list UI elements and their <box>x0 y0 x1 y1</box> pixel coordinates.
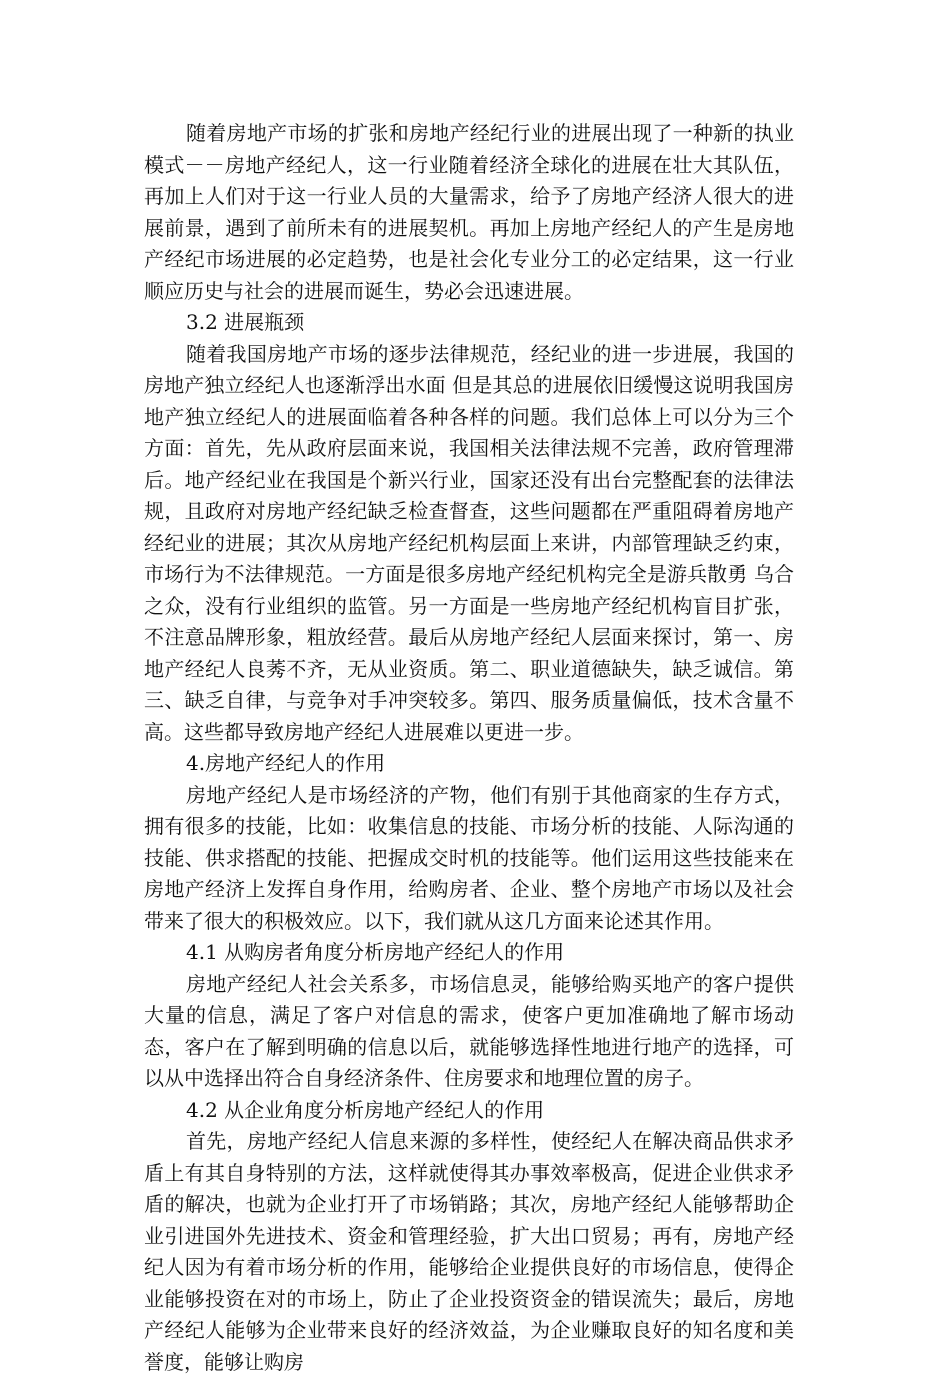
section-heading-3-2: 3.2 进展瓶颈 <box>186 310 305 334</box>
paragraph-buyer-perspective: 房地产经纪人社会关系多，市场信息灵，能够给购买地产的客户提供大量的信息，满足了客户对信息的需求，使客户更加准确地了解市场动态，客户在了解到明确的信息以后，就能够选择性地进行地产的选择，可以从中选择出符合自身经济条件、住房要求和地理位置的房子。 <box>144 971 794 1090</box>
paragraph-broker-role: 房地产经纪人是市场经济的产物，他们有别于其他商家的生存方式，拥有很多的技能，比如：收集信息的技能、市场分析的技能、人际沟通的技能、供求搭配的技能、把握成交时机的技能等。他们运用这些技能来在房地产经济上发挥自身作用，给购房者、企业、整个房地产市场以及社会带来了很大的积极效应。以下，我们就从这几方面来论述其作用。 <box>144 782 794 933</box>
paragraph-market-expansion: 随着房地产市场的扩张和房地产经纪行业的进展出现了一种新的执业模式－－房地产经纪人，这一行业随着经济全球化的进展在壮大其队伍，再加上人们对于这一行业人员的大量需求，给予了房地产经济人很大的进展前景，遇到了前所未有的进展契机。再加上房地产经纪人的产生是房地产经纪市场进展的必定趋势，也是社会化专业分工的必定结果，这一行业顺应历史与社会的进展而诞生，势必会迅速进展。 <box>144 121 794 303</box>
section-heading-4-1: 4.1 从购房者角度分析房地产经纪人的作用 <box>186 940 565 964</box>
paragraph-development-bottleneck: 随着我国房地产市场的逐步法律规范，经纪业的进一步进展，我国的房地产独立经纪人也逐渐浮出水面 但是其总的进展依旧缓慢这说明我国房地产独立经纪人的进展面临着各种各样的问题。我们总体上可以分为三个方面：首先，先从政府层面来说，我国相关法律法规不完善，政府管理滞后。地产经纪业在我国是个新兴行业，国家还没有出台完整配套的法律法规，且政府对房地产经纪缺乏检查督查，这些问题都在严重阻碍着房地产经纪业的进展；其次从房地产经纪机构层面上来讲，内部管理缺乏约束，市场行为不法律规范。一方面是很多房地产经纪机构完全是游兵散勇 乌合之众，没有行业组织的监管。另一方面是一些房地产经纪机构盲目扩张，不注意品牌形象，粗放经营。最后从房地产经纪人层面来探讨，第一、房地产经纪人良莠不齐，无从业资质。第二、职业道德缺失，缺乏诚信。第三、缺乏自律，与竞争对手冲突较多。第四、服务质量偏低，技术含量不高。这些都导致房地产经纪人进展难以更进一步。 <box>144 341 794 744</box>
document-body <box>144 118 794 1378</box>
section-heading-4: 4.房地产经纪人的作用 <box>186 751 386 775</box>
section-heading-4-2: 4.2 从企业角度分析房地产经纪人的作用 <box>186 1097 545 1122</box>
paragraph-enterprise-perspective: 首先，房地产经纪人信息来源的多样性，使经纪人在解决商品供求矛盾上有其自身特别的方法，这样就使得其办事效率极高，促进企业供求矛盾的解决，也就为企业打开了市场销路；其次，房地产经纪人能够帮助企业引进国外先进技术、资金和管理经验，扩大出口贸易；再有，房地产经纪人因为有着市场分析的作用，能够给企业提供良好的市场信息，使得企业能够投资在对的市场上，防止了企业投资资金的错误流失；最后，房地产经纪人能够为企业带来良好的经济效益，为企业赚取良好的知名度和美誉度，能够让购房 <box>144 1129 794 1374</box>
